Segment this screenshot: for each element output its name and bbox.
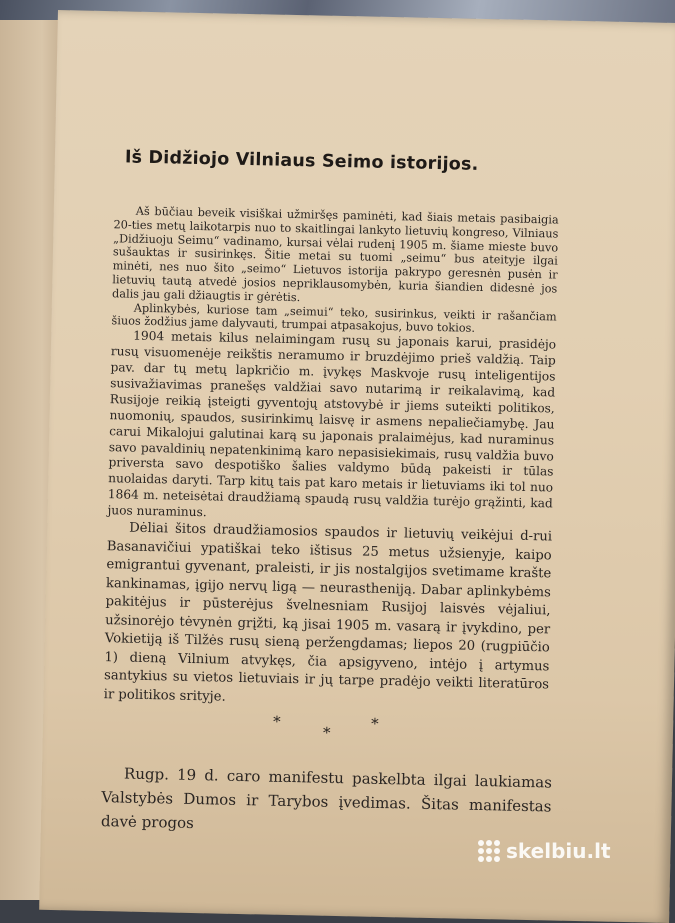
- watermark: [478, 836, 658, 866]
- book-page: [39, 10, 675, 923]
- separator-star: *: [370, 714, 379, 733]
- paragraph-2: Aplinkybės, kuriose tam „seimui“ teko, susirinkus, veikti ir rašančiam šiuos žodžius jame dalyvauti, trumpai atpasakojus, buvo tokios.: [111, 301, 557, 336]
- paragraph-3: 1904 metais kilus nelaimingam rusų su japonais karui, prasidėjo rusų visuomenėje reikštis neramumo ir bruzdėjimo prieš valdžią. Taip pav. dar tų metų lapkričio m. įvykęs Maskvoje rusų inteligentijos susivažiavimas pranešęs valdžiai savo nutarimą ir reikalavimą, kad Rusijoje reikią įsteigti gyventojų atstovybė ir jiems suteikti politikos, nuomonių, spaudos, susirinkimų laisvę ir asmens nepaliečiamybę. Jau carui Mikalojui galutinai karą su japonais pralaimėjus, kad nuraminus savo pavaldinių nepatenkinimą karo nepasisiekimais, rusų valdžia buvo priversta savo despotiško šalies valdymo būdą pakeisti ir tūlas nuolaidas daryti. Tarp kitų tais pat karo metais ir lietuviams iki tol nuo 1864 m. neteisėtai draudžiamą spaudą rusų valdžia turėjo grąžinti, kad juos nuraminus.: [107, 328, 557, 520]
- watermark-text: skelbiu.lt: [506, 839, 611, 863]
- watermark-logo-icon: [478, 840, 500, 862]
- article-body: [103, 204, 558, 713]
- paragraph-1: Aš būčiau beveik visiškai užmiršęs paminėti, kad šiais metais pasibaigia 20-ties metų laikotarpis nuo to skaitlingai lankyto lietuvių kongreso, Vilniaus „Didžiuoju Seimu“ vadinamo, kursai vėlai rudenį 1905 m. šiame mieste buvo sušauktas ir susirinkęs. Šitie metai su tuomi „seimu“ bus ateityje ilgai minėti, nes nuo šito „seimo“ Lietuvos istorija pakrypo geresnėn pusėn ir lietuvių tautą atvedė josios nepriklausomybėn, kuria šiandien didesnė jos dalis jau gali džiaugtis ir gėrėtis.: [111, 204, 559, 304]
- closing-paragraph: Rugp. 19 d. caro manifestu paskelbta ilgai laukiamas Valstybės Dumos ir Tarybos įvedimas. Šitas manifestas davė progos: [100, 764, 553, 833]
- page-title: Iš Didžiojo Vilniaus Seimo istorijos.: [124, 147, 479, 175]
- section-separator: [243, 712, 404, 745]
- separator-star: *: [322, 723, 331, 742]
- separator-star: *: [272, 712, 281, 731]
- paragraph-4: Dėliai šitos draudžiamosios spaudos ir lietuvių veikėjui d-rui Basanavičiui ypatiškai teko ištisus 25 metus užsienyje, kaipo emigrantui gyvenant, praleisti, ir jis nostalgijos svetimame krašte kankinamas, įgijo nervų ligą — neurastheniją. Dabar aplinkybėms pakitėjus ir pūsterėjus švelnesniam Rusijoj laisvės vėjaliui, užsinorėjo tėvynėn grįžti, ką jisai 1905 m. vasarą ir įvykdino, per Vokietiją iš Tilžės rusų sieną peržengdamas; liepos 20 (rugpiūčio 1) dieną Vilnium atvykęs, čia apsigyveno, intėjo į artymus santykius su vietos lietuviais ir jų tarpe pradėjo veikti literatūros ir politikos srityje.: [103, 520, 553, 705]
